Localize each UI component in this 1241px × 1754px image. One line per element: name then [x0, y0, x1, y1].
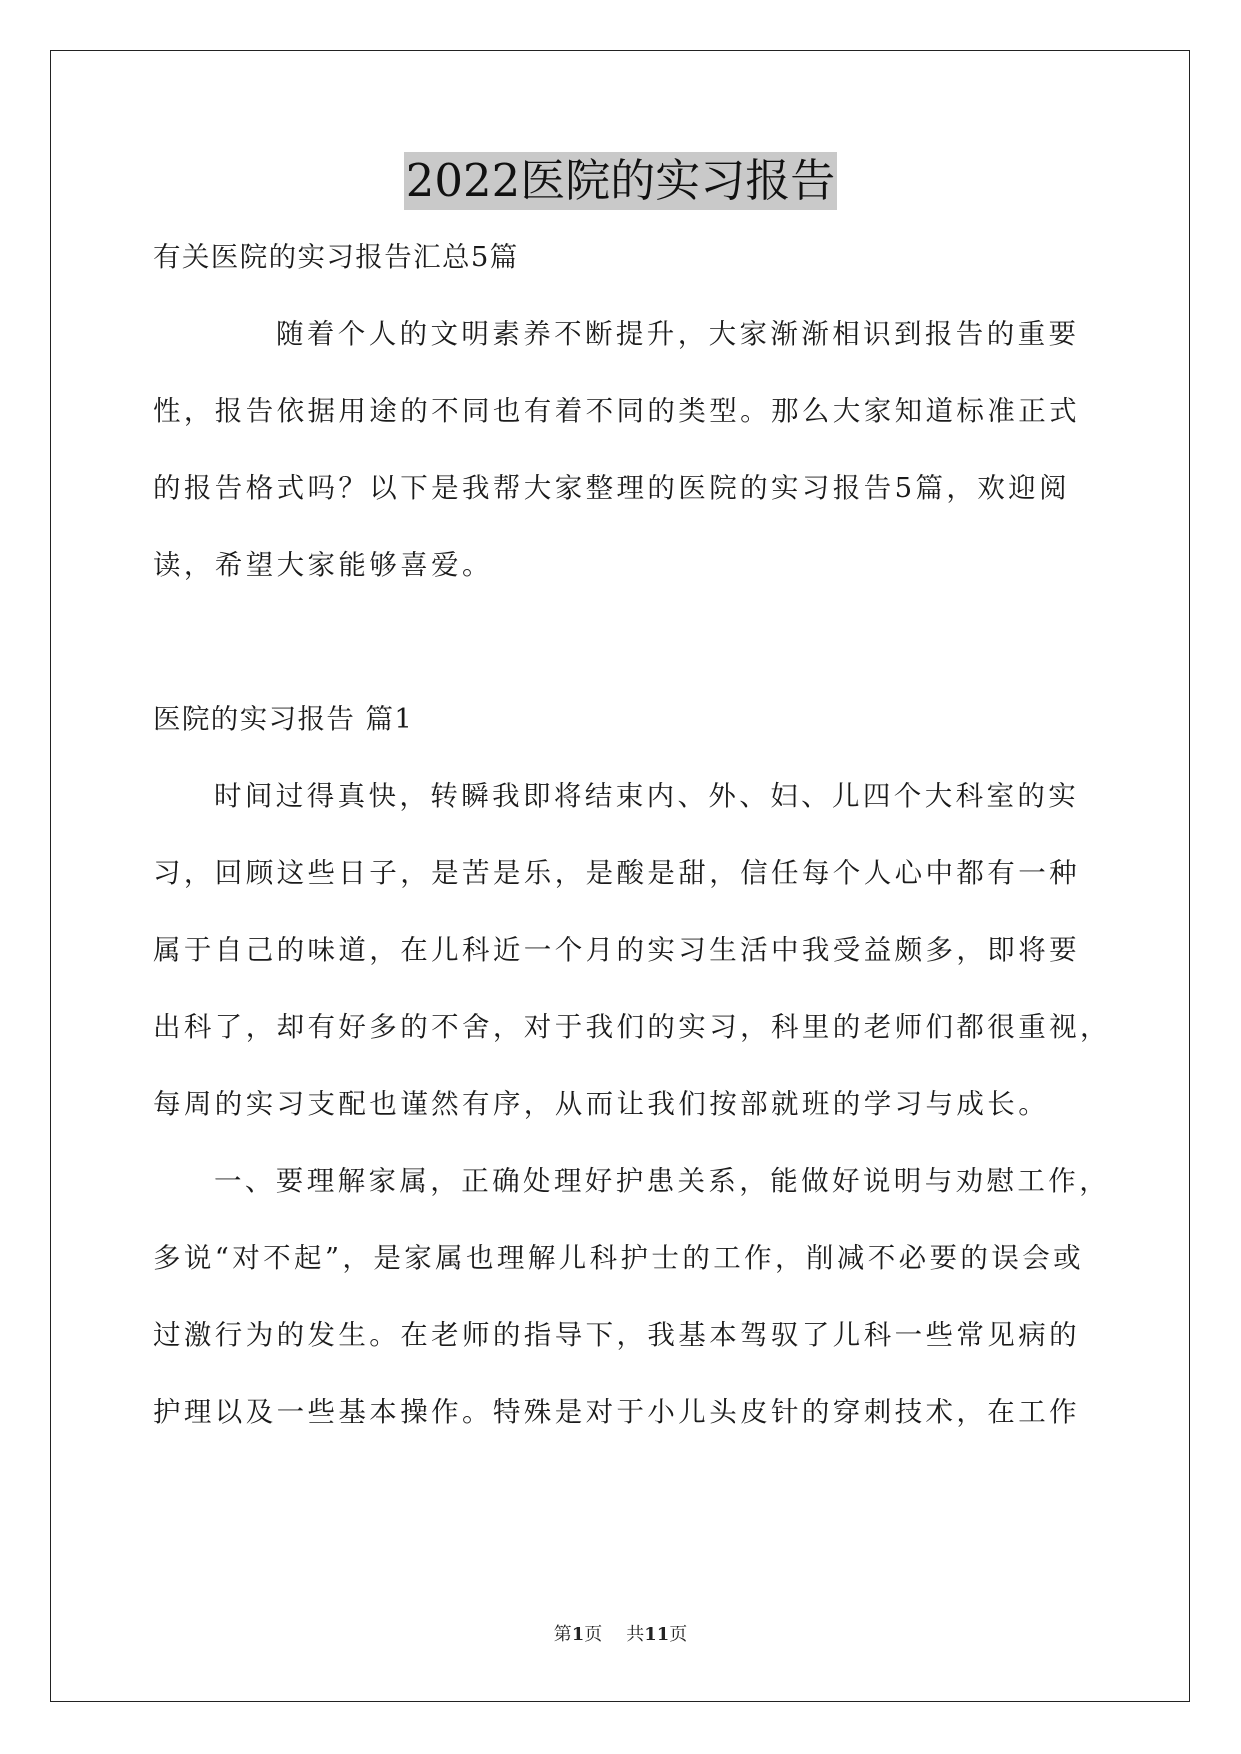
para2-line-3: 过激行为的发生。在老师的指导下，我基本驾驭了儿科一些常见病的 — [153, 1319, 1080, 1351]
para1-line-4: 出科了，却有好多的不舍，对于我们的实习，科里的老师们都很重视， — [153, 1011, 1111, 1043]
para2-line-4: 护理以及一些基本操作。特殊是对于小儿头皮针的穿刺技术，在工作 — [153, 1396, 1080, 1428]
intro-line-3: 的报告格式吗？以下是我帮大家整理的医院的实习报告5篇，欢迎阅 — [153, 472, 1070, 504]
para2-line-2: 多说“对不起”，是家属也理解儿科护士的工作，削减不必要的误会或 — [153, 1242, 1085, 1274]
para1-line-1: 时间过得真快，转瞬我即将结束内、外、妇、儿四个大科室的实 — [214, 780, 1080, 812]
footer-page-suffix: 页 — [584, 1624, 603, 1645]
footer-total-suffix: 页 — [669, 1624, 688, 1645]
para1-line-5: 每周的实习支配也谨然有序，从而让我们按部就班的学习与成长。 — [153, 1088, 1050, 1120]
footer-total-prefix: 共 — [626, 1624, 645, 1645]
footer-page-current: 1 — [571, 1624, 585, 1645]
title-container — [0, 152, 1241, 210]
intro-line-4: 读，希望大家能够喜爱。 — [153, 549, 493, 581]
footer-page-prefix: 第 — [553, 1624, 572, 1645]
document-subtitle: 有关医院的实习报告汇总5篇 — [153, 241, 519, 273]
document-title: 2022医院的实习报告 — [404, 152, 838, 210]
footer-total-pages: 11 — [644, 1624, 670, 1645]
intro-line-1: 随着个人的文明素养不断提升，大家渐渐相识到报告的重要 — [276, 318, 1080, 350]
page-footer — [0, 1623, 1241, 1647]
para1-line-2: 习，回顾这些日子，是苦是乐，是酸是甜，信任每个人心中都有一种 — [153, 857, 1080, 889]
section-heading: 医院的实习报告 篇1 — [153, 703, 414, 735]
intro-line-2: 性，报告依据用途的不同也有着不同的类型。那么大家知道标准正式 — [153, 395, 1080, 427]
para1-line-3: 属于自己的味道，在儿科近一个月的实习生活中我受益颇多，即将要 — [153, 934, 1080, 966]
para2-line-1: 一、要理解家属，正确处理好护患关系，能做好说明与劝慰工作， — [214, 1165, 1111, 1197]
